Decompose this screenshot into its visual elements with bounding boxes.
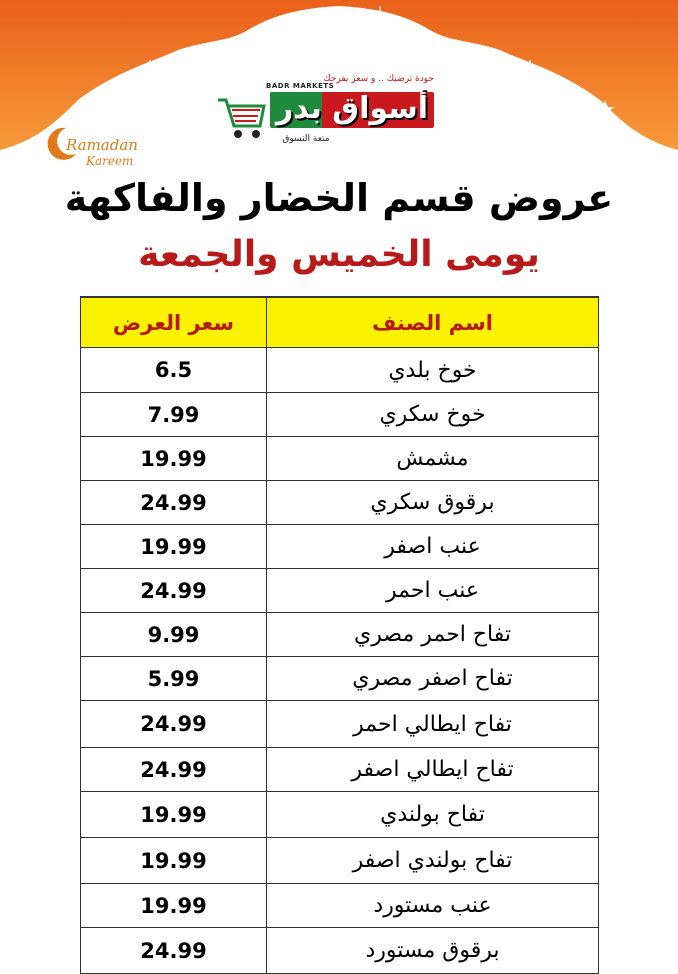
row-price: 6.5 [81, 348, 267, 393]
logo-tagline: جودة ترضيك .. و سعر يفرحك [323, 74, 434, 84]
row-name: خوخ بلدي [267, 348, 599, 393]
row-price: 19.99 [81, 437, 267, 481]
row-price: 24.99 [81, 928, 267, 974]
table-row [81, 613, 599, 657]
price-table [80, 296, 599, 974]
row-name: برقوق مستورد [267, 928, 599, 974]
header-price: سعر العرض [81, 297, 267, 348]
table-row [81, 657, 599, 701]
row-name: تفاح اصفر مصري [267, 657, 599, 701]
row-name: تفاح بولندي [267, 792, 599, 838]
table-row [81, 838, 599, 884]
row-price: 24.99 [81, 701, 267, 748]
table-row [81, 348, 599, 393]
row-name: برقوق سكري [267, 481, 599, 525]
badr-markets-logo [214, 72, 434, 162]
table-row [81, 481, 599, 525]
table-row [81, 792, 599, 838]
row-name: عنب احمر [267, 569, 599, 613]
table-row [81, 928, 599, 974]
ramadan-text: Ramadan [66, 136, 138, 154]
row-price: 5.99 [81, 657, 267, 701]
row-name: تفاح ايطالي اصفر [267, 748, 599, 792]
table-row [81, 748, 599, 792]
row-price: 7.99 [81, 393, 267, 437]
ramadan-kareem-emblem [36, 120, 156, 176]
row-name: تفاح ايطالي احمر [267, 701, 599, 748]
row-price: 19.99 [81, 884, 267, 928]
header-name: اسم الصنف [267, 297, 599, 348]
page-title: عروض قسم الخضار والفاكهة [64, 176, 614, 220]
row-name: عنب اصفر [267, 525, 599, 569]
row-name: خوخ سكري [267, 393, 599, 437]
shopping-cart-icon [216, 94, 266, 142]
table-row [81, 884, 599, 928]
row-price: 19.99 [81, 525, 267, 569]
row-price: 24.99 [81, 748, 267, 792]
row-name: تفاح بولندي اصفر [267, 838, 599, 884]
row-name: مشمش [267, 437, 599, 481]
logo-brand-ar: أسواق بدر [275, 91, 428, 126]
table-row [81, 701, 599, 748]
row-name: عنب مستورد [267, 884, 599, 928]
row-price: 19.99 [81, 838, 267, 884]
row-price: 24.99 [81, 481, 267, 525]
row-price: 24.99 [81, 569, 267, 613]
table-row [81, 393, 599, 437]
table-header-row [81, 297, 599, 348]
logo-brand-en: BADR MARKETS [266, 82, 335, 90]
table-row [81, 525, 599, 569]
page-subtitle: يومى الخميس والجمعة [138, 234, 540, 275]
row-price: 9.99 [81, 613, 267, 657]
logo-slogan: متعة التسوق [282, 134, 330, 144]
table-row [81, 437, 599, 481]
kareem-text: Kareem [86, 154, 134, 168]
row-price: 19.99 [81, 792, 267, 838]
row-name: تفاح احمر مصري [267, 613, 599, 657]
table-row [81, 569, 599, 613]
